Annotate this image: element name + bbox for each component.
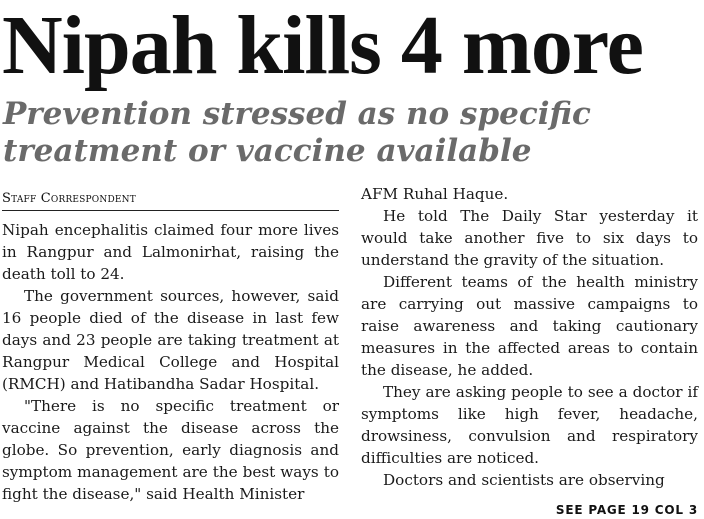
byline: Staff Correspondent xyxy=(2,189,339,211)
paragraph: "There is no specific treatment or vaccine against the disease across the globe. So prevention, early diagnosis and symptom management are the best ways to fight the disease," said Health Minister xyxy=(2,397,339,503)
continuation-jump-line: SEE PAGE 19 COL 3 xyxy=(555,503,698,517)
paragraph: He told The Daily Star yesterday it would take another five to six days to understand the gravity of the situation. xyxy=(361,207,698,269)
headline: Nipah kills 4 more xyxy=(2,0,643,92)
paragraph: Doctors and scientists are observing xyxy=(383,471,665,489)
paragraph: The government sources, however, said 16 people died of the disease in last few days and 23 people are taking treatment at Rangpur Medical College and Hospital (RMCH) and Hatibandha Sadar Hospital. xyxy=(2,287,339,393)
paragraph: Nipah encephalitis claimed four more lives in Rangpur and Lalmonirhat, raising the death toll to 24. xyxy=(2,221,339,283)
paragraph: Different teams of the health ministry are carrying out massive campaigns to raise awareness and taking cautionary measures in the affected areas to contain the disease, he added. xyxy=(361,273,698,379)
article-body xyxy=(2,183,702,519)
article-column-right xyxy=(361,183,698,491)
article-column-left xyxy=(2,183,339,505)
paragraph: They are asking people to see a doctor if symptoms like high fever, headache, drowsiness, convulsion and respiratory difficulties are noticed. xyxy=(361,383,698,467)
subheadline: Prevention stressed as no specific treatment or vaccine available xyxy=(3,96,591,169)
paragraph-continued: AFM Ruhal Haque. xyxy=(361,185,509,203)
